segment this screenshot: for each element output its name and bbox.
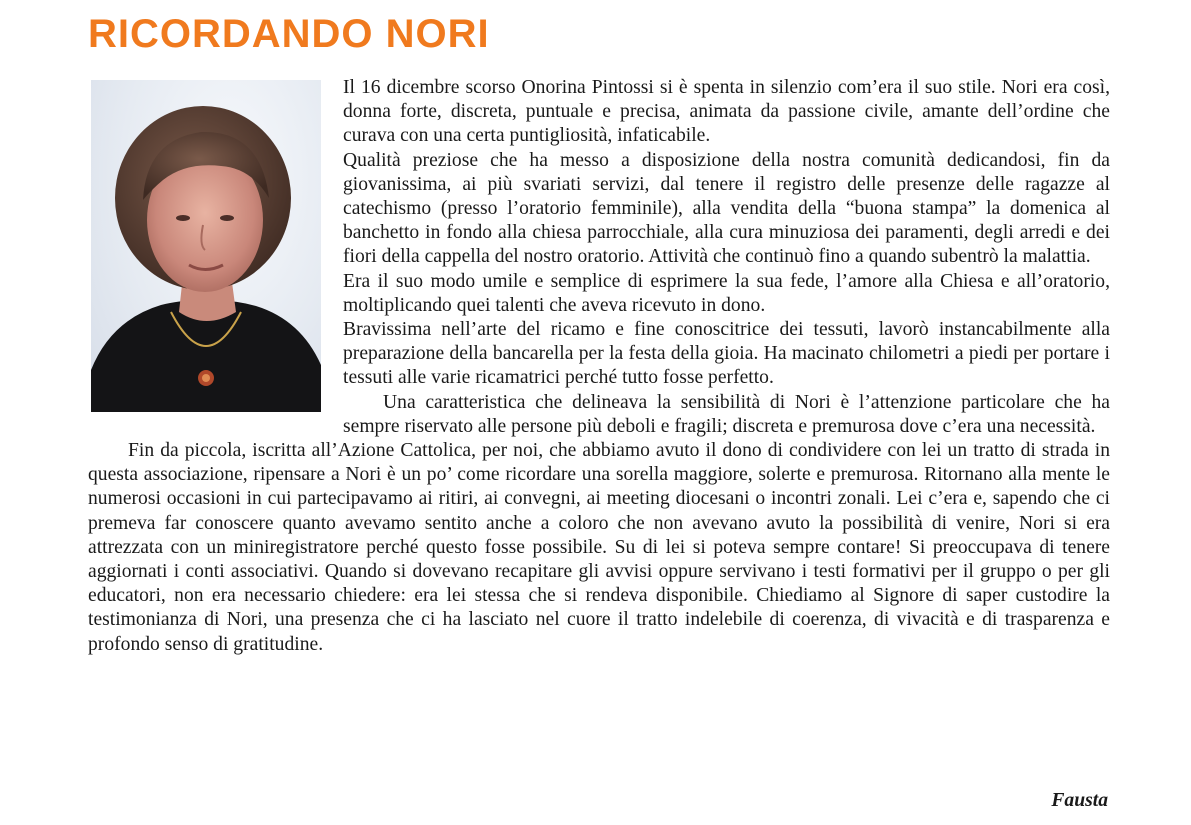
article-body (88, 76, 1110, 657)
paragraph-1: Il 16 dicembre scorso Onorina Pintossi si è spenta in silenzio com’era il suo stile. Nori era così, donna forte, discreta, puntuale e precisa, animata da passione civile, amante dell’ordine che curava con una certa puntigliosità, infaticabile. (343, 77, 1110, 147)
paragraph-5: Una caratteristica che delineava la sensibilità di Nori è l’attenzione particolare che ha sempre riservato alle persone più deboli e fragili; discreta e premurosa dove c’era una necessità. (343, 391, 1110, 437)
article-title: RICORDANDO NORI (88, 12, 490, 56)
author-signature: Fausta (1051, 790, 1108, 811)
paragraph-4: Bravissima nell’arte del ricamo e fine conoscitrice dei tessuti, lavorò instancabilmente alla preparazione della bancarella per la festa della gioia. Ha macinato chilometri a piedi per portare i tessuti alle varie ricamatrici perché tutto fosse perfetto. (343, 319, 1110, 389)
paragraph-3: Era il suo modo umile e semplice di esprimere la sua fede, l’amore alla Chiesa e all’oratorio, moltiplicando quei talenti che aveva ricevuto in dono. (343, 270, 1110, 316)
portrait-photo-icon (91, 80, 321, 412)
paragraph-2: Qualità preziose che ha messo a disposizione della nostra comunità dedicandosi, fin da giovanissima, ai più svariati servizi, dal tenere il registro delle presenze delle ragazze al catechismo (presso l’oratorio femminile), alla vendita della “buona stampa” la domenica al banchetto in fondo alla chiesa parrocchiale, alla cura minuziosa dei paramenti, degli arredi e dei fiori della cappella del nostro oratorio. Attività che continuò fino a quando subentrò la malattia. (343, 149, 1110, 268)
paragraph-6: Fin da piccola, iscritta all’Azione Cattolica, per noi, che abbiamo avuto il dono di condividere con lei un tratto di strada in questa associazione, ripensare a Nori è un po’ come ricordare una sorella maggiore, solerte e premurosa. Ritornano alla mente le numerosi occasioni in cui partecipavamo ai ritiri, ai convegni, ai meeting diocesani o incontri zonali. Lei c’era e, sapendo che ci premeva far conoscere quanto avevamo sentito anche a coloro che non avevano avuto la possibilità di venire, Nori si era attrezzata con un miniregistratore perché questo fosse possibile. Su di lei si poteva sempre contare! Si preoccupava di tenere aggiornati i conti associativi. Quando si dovevano recapitare gli avvisi oppure servivano i testi formativi per il gruppo o per gli educatori, non era necessario chiedere: era lei stessa che si rendeva disponibile. Chiediamo al Signore di saper custodire la testimonianza di Nori, una presenza che ci ha lasciato nel cuore il tratto indelebile di coerenza, di vivacità e di trasparenza e profondo senso di gratitudine. (88, 440, 1110, 655)
